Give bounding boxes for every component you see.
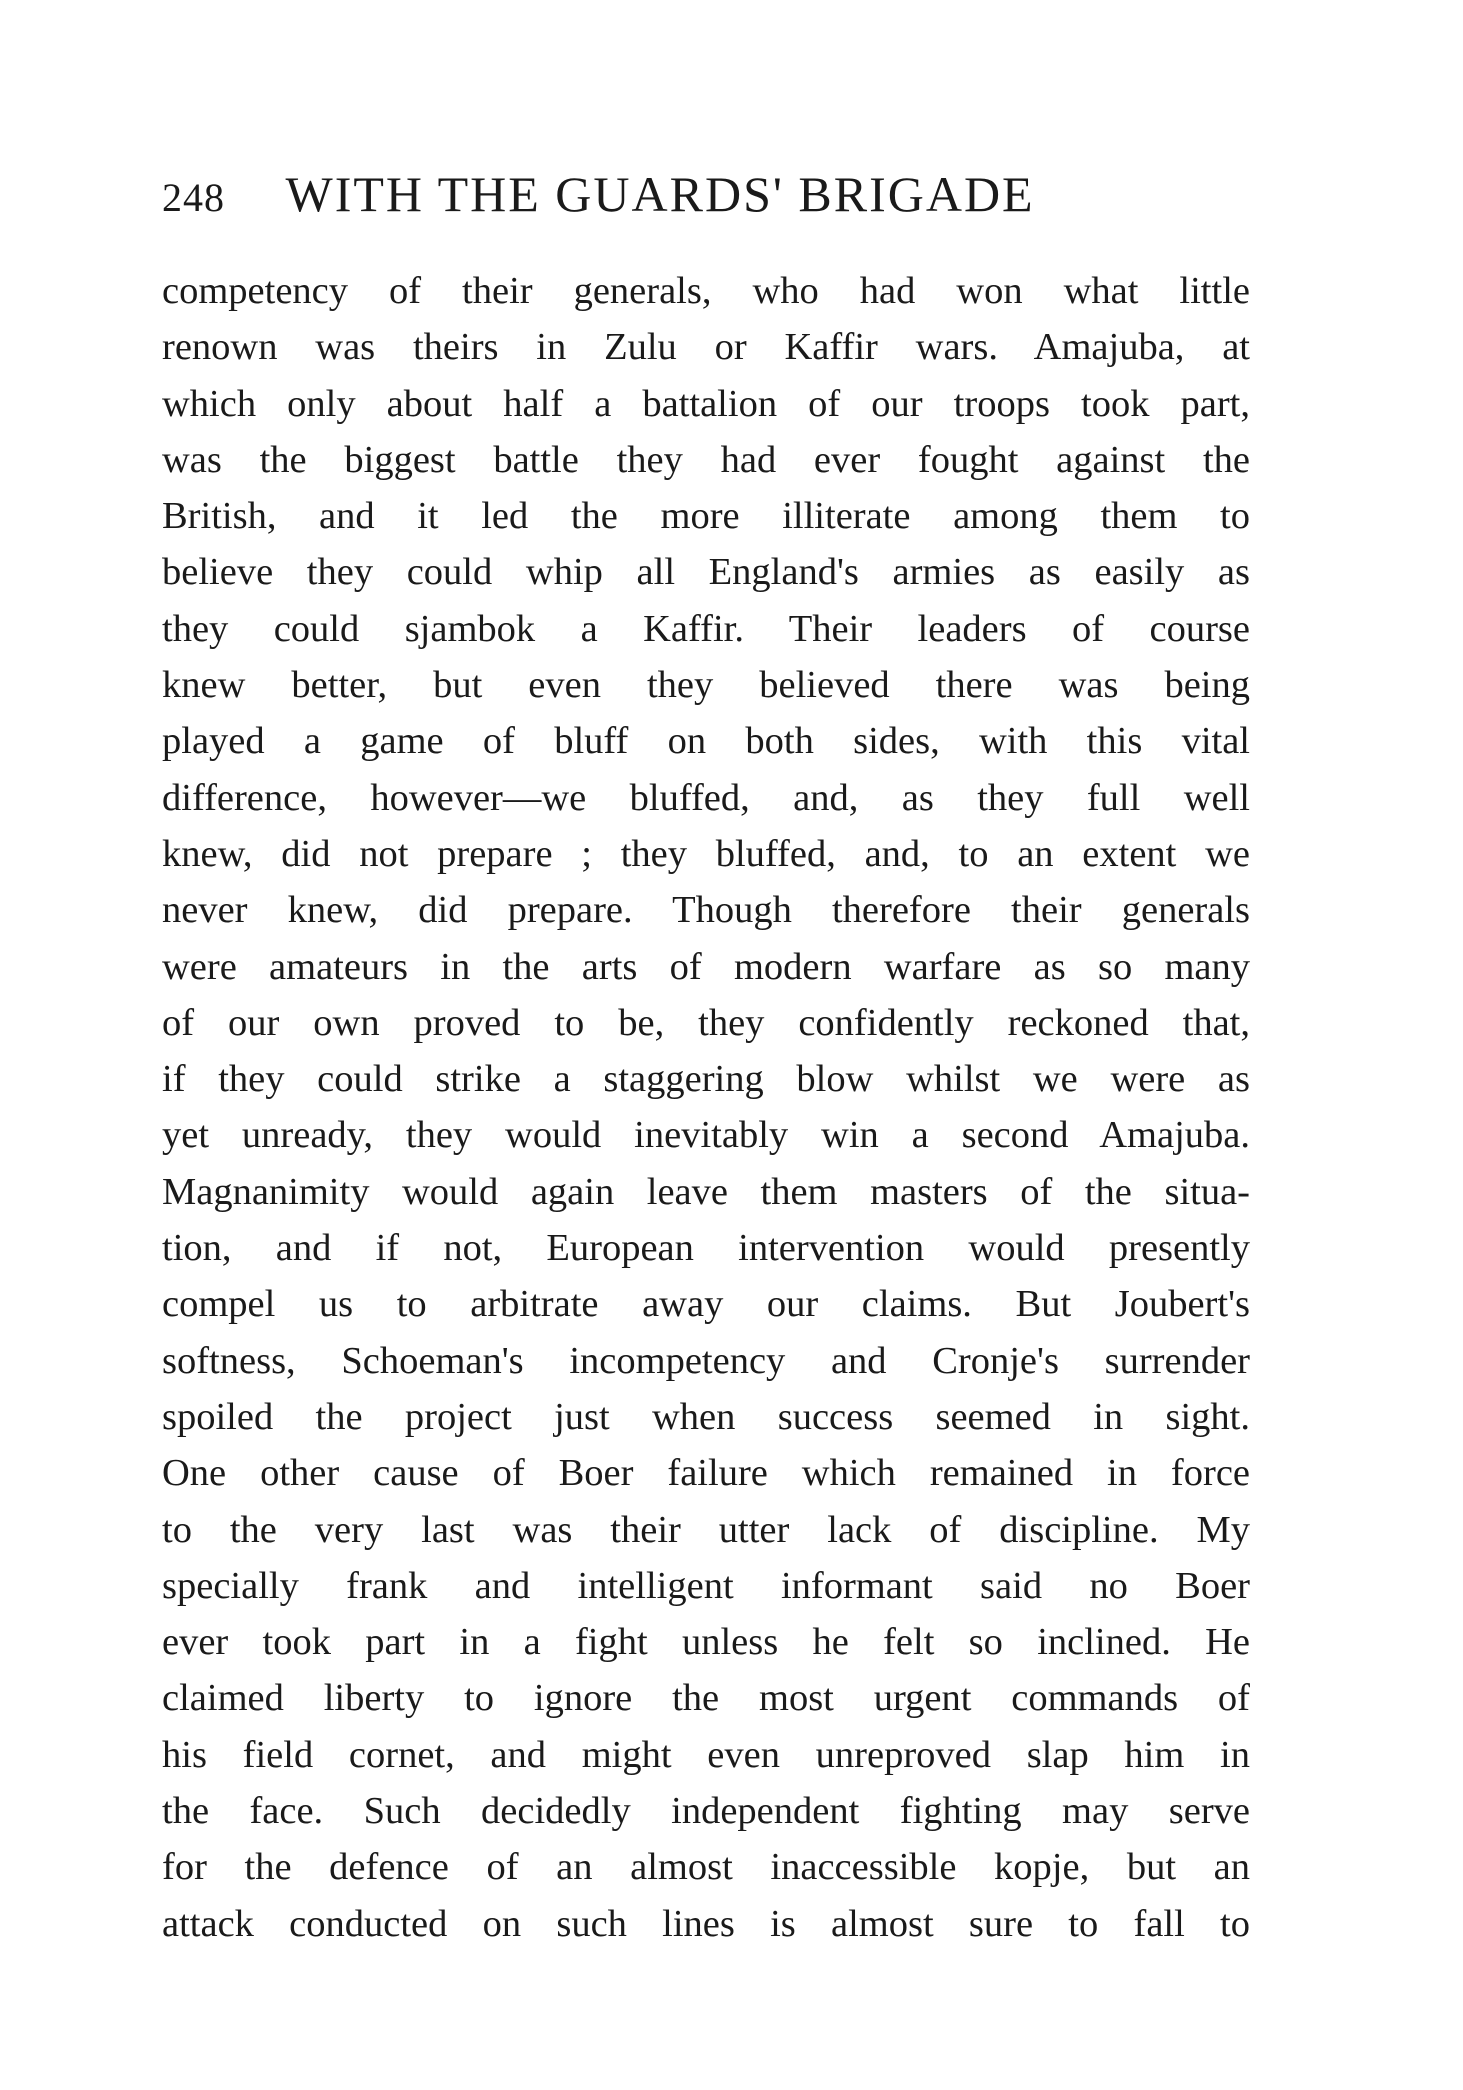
text-line: competency of their generals, who had won what little (162, 270, 1250, 312)
body-text (162, 263, 1250, 1952)
text-line: for the defence of an almost inaccessible kopje, but an (162, 1846, 1250, 1889)
text-line: ever took part in a fight unless he felt so inclined. He (162, 1621, 1250, 1664)
page-number: 248 (162, 175, 225, 220)
text-line: knew, did not prepare ; they bluffed, and, to an extent we (162, 832, 1250, 875)
text-line: specially frank and intelligent informant said no Boer (162, 1564, 1250, 1607)
page-header (162, 164, 1162, 224)
text-line: claimed liberty to ignore the most urgent commands of (162, 1677, 1250, 1720)
text-line: One other cause of Boer failure which remained in force (162, 1452, 1250, 1495)
text-line: spoiled the project just when success seemed in sight. (162, 1395, 1250, 1438)
running-title: WITH THE GUARDS' BRIGADE (285, 166, 1035, 222)
text-line: softness, Schoeman's incompetency and Cronje's surrender (162, 1339, 1250, 1382)
text-line: which only about half a battalion of our troops took part, (162, 382, 1250, 425)
text-line: believe they could whip all England's armies as easily as (162, 551, 1250, 594)
text-line: yet unready, they would inevitably win a second Amajuba. (162, 1114, 1250, 1157)
text-line: never knew, did prepare. Though therefore their generals (162, 889, 1250, 932)
text-line: the face. Such decidedly independent fighting may serve (162, 1790, 1250, 1833)
text-line: difference, however—we bluffed, and, as they full well (162, 776, 1250, 819)
text-line: compel us to arbitrate away our claims. But Joubert's (162, 1283, 1250, 1326)
text-line: was the biggest battle they had ever fought against the (162, 438, 1250, 481)
text-line: played a game of bluff on both sides, with this vital (162, 720, 1250, 763)
text-line: attack conducted on such lines is almost sure to fall to (162, 1902, 1250, 1945)
text-line: if they could strike a staggering blow whilst we were as (162, 1058, 1250, 1101)
text-line: his field cornet, and might even unreproved slap him in (162, 1733, 1250, 1776)
text-line: of our own proved to be, they confidently reckoned that, (162, 1001, 1250, 1044)
text-line: they could sjambok a Kaffir. Their leaders of course (162, 607, 1250, 650)
text-line: renown was theirs in Zulu or Kaffir wars. Amajuba, at (162, 326, 1250, 369)
text-line: Magnanimity would again leave them masters of the situa- (162, 1170, 1250, 1213)
text-line: tion, and if not, European intervention would presently (162, 1227, 1250, 1270)
text-line: British, and it led the more illiterate among them to (162, 495, 1250, 538)
text-line: knew better, but even they believed there was being (162, 664, 1250, 707)
text-line: were amateurs in the arts of modern warfare as so many (162, 945, 1250, 988)
text-line: to the very last was their utter lack of discipline. My (162, 1508, 1250, 1551)
